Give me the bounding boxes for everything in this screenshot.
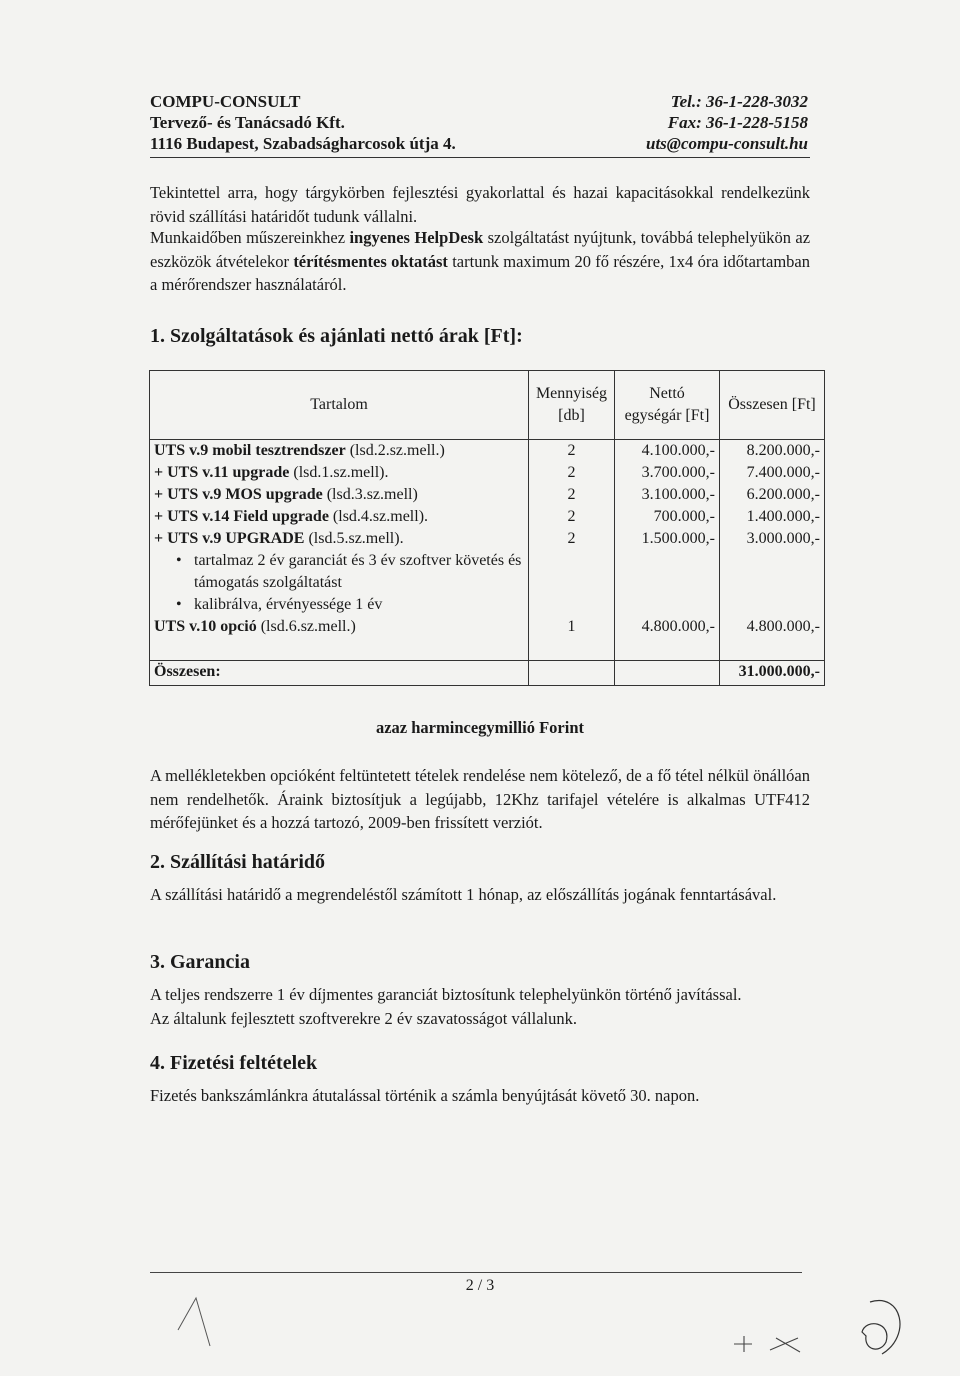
table-header-row: [150, 371, 825, 440]
payment-paragraph: Fizetés bankszámlánkra átutalással történik a számla benyújtását követő 30. napon.: [150, 1086, 700, 1105]
contact-tel: Tel.: 36-1-228-3032: [670, 92, 808, 111]
table-row-bullet: [150, 550, 825, 594]
row-unit: 1.500.000,-: [615, 528, 720, 550]
table-total-row: [150, 661, 825, 686]
table-row: [150, 528, 825, 550]
row-total: 1.400.000,-: [720, 506, 825, 528]
intro-paragraph-1: Tekintettel arra, hogy tárgykörben fejlesztési gyakorlattal és hazai kapacitásokkal rendelkezünk rövid szállítási határidőt tudunk vállalni.: [150, 183, 810, 226]
contact-fax: Fax: 36-1-228-5158: [667, 113, 808, 132]
item-ref: (lsd.3.sz.mell): [322, 486, 418, 503]
row-unit: 4.800.000,-: [615, 616, 720, 638]
warranty-line-1: A teljes rendszerre 1 év díjmentes garanciát biztosítunk telephelyünkön történő javítással.: [150, 985, 742, 1004]
row-qty: 2: [529, 506, 615, 528]
row-qty: 2: [529, 528, 615, 550]
section-4-title: 4. Fizetési feltételek: [150, 1052, 318, 1074]
col-header-total: Összesen [Ft]: [720, 371, 825, 440]
row-unit: 3.700.000,-: [615, 462, 720, 484]
bullet-item: [150, 550, 529, 594]
price-table: [149, 370, 825, 686]
col-header-qty: Mennyiség [db]: [529, 371, 615, 440]
table-row: [150, 440, 825, 463]
table-spacer-row: [150, 638, 825, 661]
row-total: 3.000.000,-: [720, 528, 825, 550]
section-1-title: 1. Szolgáltatások és ajánlati nettó árak [Ft]:: [150, 325, 523, 347]
helpdesk-emphasis: ingyenes HelpDesk: [349, 228, 484, 247]
contact-email: uts@compu-consult.hu: [646, 134, 808, 153]
initials-signature: [730, 1330, 810, 1360]
section-3-title: 3. Garancia: [150, 951, 250, 973]
item-ref: (lsd.1.sz.mell).: [289, 464, 389, 481]
intro-text: szolgáltatást nyújtunk, továbbá telephelyükön az eszközök átvételekor: [150, 228, 811, 271]
row-content: [150, 484, 529, 506]
row-content: [150, 440, 529, 463]
item-name: + UTS v.9 MOS upgrade: [154, 486, 323, 503]
row-unit: 3.100.000,-: [615, 484, 720, 506]
row-qty: 1: [529, 616, 615, 638]
row-content: [150, 506, 529, 528]
table-row: [150, 506, 825, 528]
bullet-text: • tartalmaz 2 év garanciát és 3 év szoftver követés és támogatás szolgáltatást: [194, 552, 522, 591]
footer-divider: [150, 1272, 802, 1273]
bullet-text: • kalibrálva, érvényessége 1 év: [194, 596, 383, 613]
row-content: [150, 616, 529, 638]
letterhead-company: [150, 91, 456, 154]
section-2-title: 2. Szállítási határidő: [150, 851, 326, 873]
intro-text: Munkaidőben műszereinkhez: [150, 228, 350, 247]
row-unit: 700.000,-: [615, 506, 720, 528]
item-ref: (lsd.2.sz.mell.): [345, 442, 445, 459]
row-content: [150, 462, 529, 484]
item-ref: (lsd.6.sz.mell.): [256, 618, 356, 635]
page-number: 2 / 3: [465, 1277, 495, 1294]
col-header-content: Tartalom: [150, 371, 529, 440]
letterhead-contact: [646, 91, 808, 154]
company-subtitle: Tervező- és Tanácsadó Kft.: [150, 113, 345, 132]
amount-in-words: azaz harmincegymillió Forint: [375, 718, 585, 737]
handwritten-mark-left: [170, 1292, 220, 1352]
annex-paragraph: A mellékletekben opcióként feltüntetett tételek rendelése nem kötelező, de a fő tétel nélkül önállóan nem rendelhetők. Áraink biztosítjuk a legújabb, 12Khz tarifajel vételére is alkalmas UTF412 mérőfejünket és a hozzá tartozó, 2009-ben frissített verziót.: [150, 766, 810, 832]
item-ref: (lsd.5.sz.mell).: [304, 530, 404, 547]
row-qty: 2: [529, 462, 615, 484]
bullet-item: [150, 594, 529, 616]
item-name: UTS v.9 mobil tesztrendszer: [154, 442, 346, 459]
table-row: [150, 616, 825, 638]
total-label: Összesen:: [150, 661, 529, 686]
table-row: [150, 462, 825, 484]
item-name: + UTS v.11 upgrade: [154, 464, 290, 481]
total-value: 31.000.000,-: [720, 661, 825, 686]
company-address: 1116 Budapest, Szabadságharcosok útja 4.: [150, 134, 456, 153]
row-unit: 4.100.000,-: [615, 440, 720, 463]
handwritten-number-mark: [852, 1296, 914, 1362]
row-qty: 2: [529, 440, 615, 463]
table-row-bullet: [150, 594, 825, 616]
intro-paragraph-2: [150, 226, 810, 297]
item-ref: (lsd.4.sz.mell).: [328, 508, 429, 525]
row-total: 7.400.000,-: [720, 462, 825, 484]
training-emphasis: térítésmentes oktatást: [293, 251, 448, 271]
row-total: 4.800.000,-: [720, 616, 825, 638]
row-total: 6.200.000,-: [720, 484, 825, 506]
item-name: + UTS v.9 UPGRADE: [154, 530, 305, 547]
header-divider: [150, 157, 810, 158]
warranty-line-2: Az általunk fejlesztett szoftverekre 2 év szavatosságot vállalunk.: [150, 1008, 578, 1028]
row-content: [150, 528, 529, 550]
row-total: 8.200.000,-: [720, 440, 825, 463]
item-name: UTS v.10 opció: [154, 618, 257, 635]
intro-text: tartunk maximum 20 fő részére, 1x4 óra időtartamban a mérőrendszer használatáról.: [150, 251, 810, 294]
table-row: [150, 484, 825, 506]
delivery-paragraph: A szállítási határidő a megrendeléstől számított 1 hónap, az előszállítás jogának fenntartásával.: [150, 885, 777, 904]
row-qty: 2: [529, 484, 615, 506]
company-name: COMPU-CONSULT: [150, 92, 301, 111]
warranty-paragraph: [150, 983, 820, 1030]
col-header-unit: Nettó egységár [Ft]: [615, 371, 720, 440]
item-name: + UTS v.14 Field upgrade: [154, 508, 329, 525]
